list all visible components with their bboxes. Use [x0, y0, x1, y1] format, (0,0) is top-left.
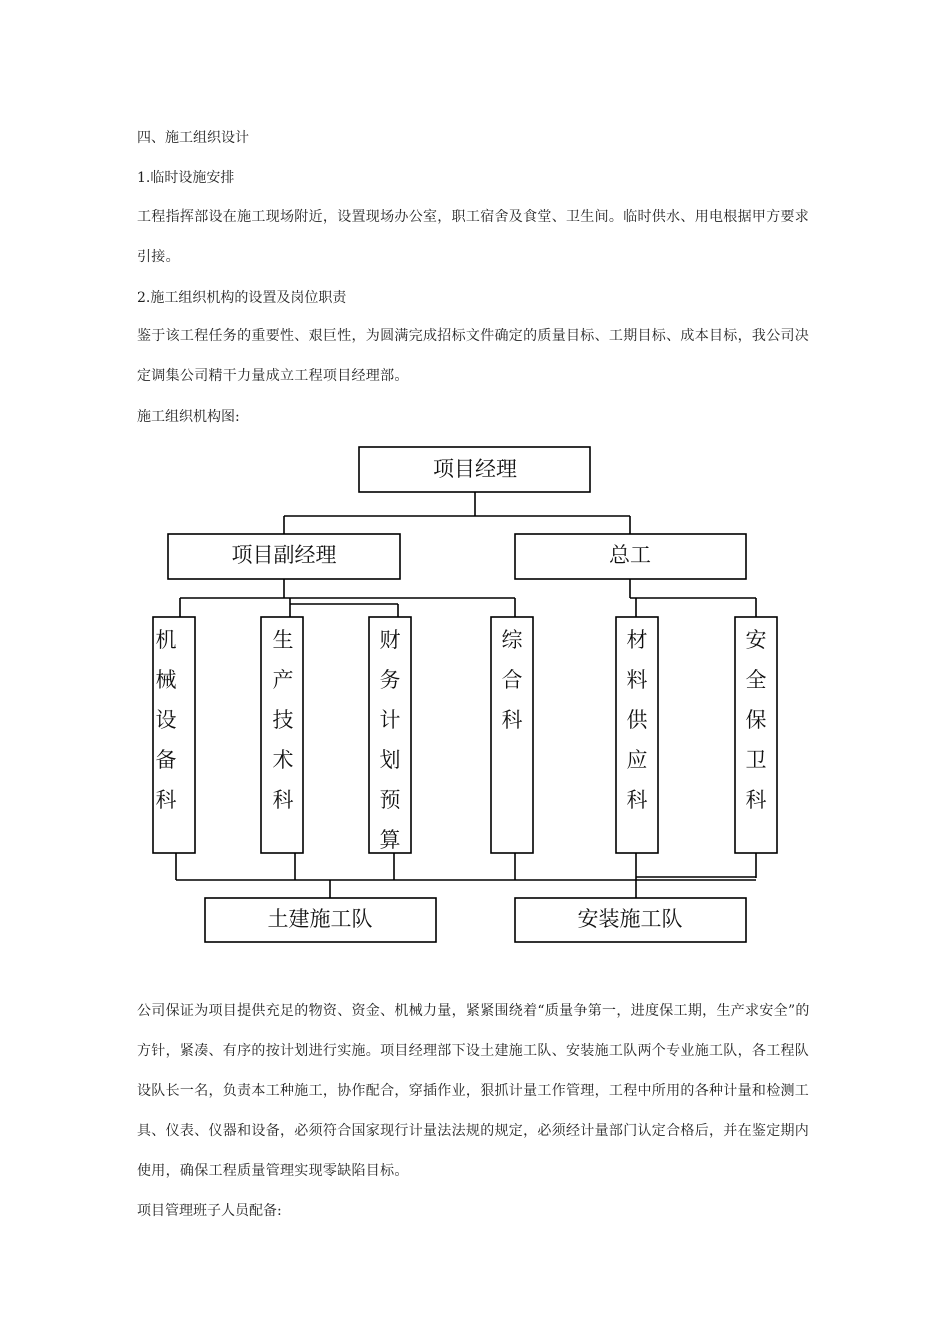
paragraph-3: 公司保证为项目提供充足的物资、资金、机械力量，紧紧围绕着“质量争第一，进度保工期，生产求安全”的方针，紧凑、有序的按计划进行实施。项目经理部下设土建施工队、安装施工队两个专业施工队，各工程队设队长一名，负责本工种施工，协作配合，穿插作业，狠抓计量工作管理，工程中所用的各种计量和检测工具、仪表、仪器和设备，必须符合国家现行计量法法规的规定，必须经计量部门认定合格后，并在鉴定期内使用，确保工程质量管理实现零缺陷目标。 — [137, 1003, 810, 1179]
section1-title: 1.临时设施安排 — [137, 170, 235, 186]
org-node-top — [359, 447, 590, 492]
dept-finance-label: 财务计划预算 — [379, 628, 401, 852]
dept-box-safety — [735, 617, 777, 853]
dept-machinery-label: 机械设备科 — [155, 628, 177, 812]
dept-safety-label: 安全保卫科 — [745, 628, 767, 812]
dept-general-label: 综合科 — [501, 628, 523, 732]
org-node-civil-team-label: 土建施工队 — [267, 907, 373, 931]
dept-box-materials — [616, 617, 658, 853]
dept-box-machinery — [153, 617, 195, 853]
dept-production-label: 生产技术科 — [272, 628, 294, 812]
org-node-install-team-label: 安装施工队 — [577, 907, 683, 931]
section2-title: 2.施工组织机构的设置及岗位职责 — [137, 290, 347, 306]
section-heading: 四、施工组织设计 — [137, 130, 249, 146]
org-node-deputy-manager — [168, 534, 400, 579]
org-departments — [153, 617, 777, 853]
org-node-top-label: 项目经理 — [433, 457, 517, 481]
section1-body: 工程指挥部设在施工现场附近，设置现场办公室，职工宿舍及食堂、卫生间。临时供水、用电根据甲方要求引接。 — [137, 209, 810, 265]
dept-box-finance — [369, 617, 411, 853]
org-node-chief-engineer — [515, 534, 746, 579]
section2-body: 鉴于该工程任务的重要性、艰巨性，为圆满完成招标文件确定的质量目标、工期目标、成本目标，我公司决定调集公司精干力量成立工程项目经理部。 — [137, 328, 810, 384]
chart-caption: 施工组织机构图: — [137, 409, 240, 425]
dept-box-general — [491, 617, 533, 853]
org-node-deputy-manager-label: 项目副经理 — [231, 543, 337, 567]
staff-title: 项目管理班子人员配备: — [137, 1203, 282, 1219]
dept-box-production — [261, 617, 303, 853]
org-node-install-team — [515, 898, 746, 942]
dept-materials-label: 材料供应科 — [626, 628, 648, 812]
org-node-chief-engineer-label: 总工 — [609, 543, 651, 567]
org-node-civil-team — [205, 898, 436, 942]
